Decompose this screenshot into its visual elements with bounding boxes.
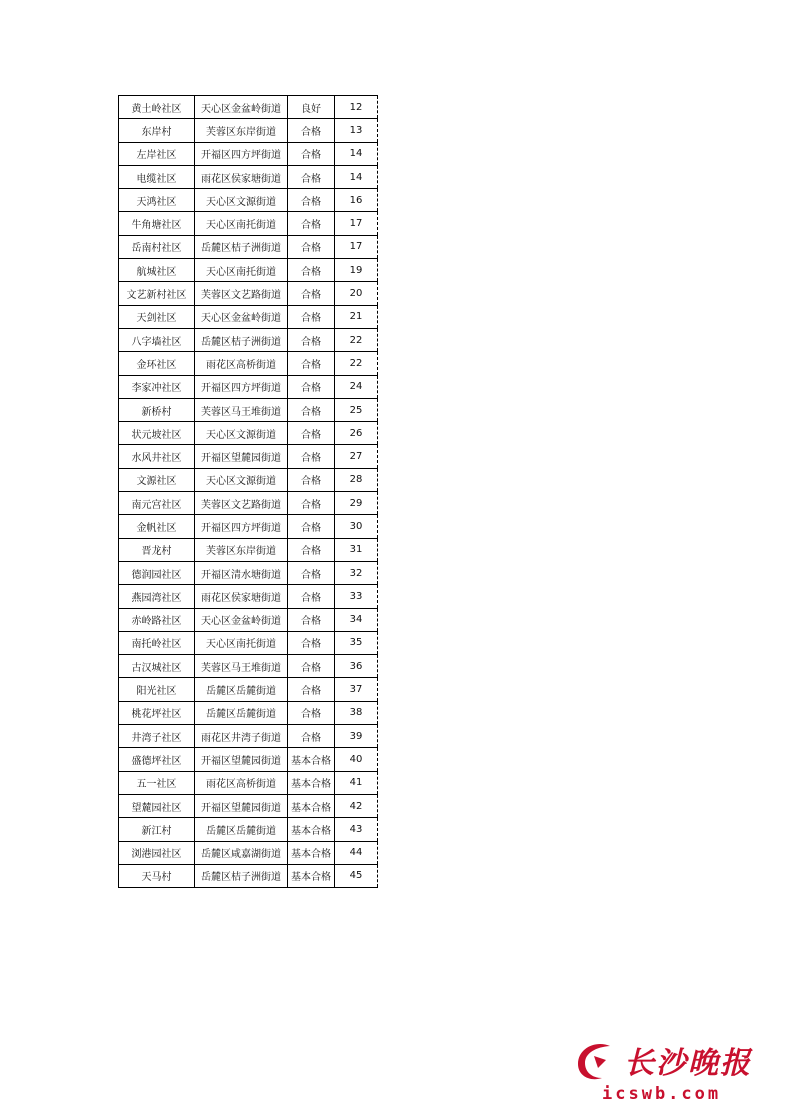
rank-cell: 20	[335, 282, 378, 305]
community-name-cell: 状元坡社区	[119, 422, 195, 445]
rank-cell: 14	[335, 165, 378, 188]
newspaper-url: icswb.com	[602, 1084, 722, 1104]
rank-cell: 19	[335, 259, 378, 282]
table-row	[119, 328, 378, 351]
table-row	[119, 352, 378, 375]
grade-cell: 合格	[288, 725, 335, 748]
district-street-cell: 雨花区高桥街道	[195, 352, 288, 375]
table-row	[119, 655, 378, 678]
community-name-cell: 浏港园社区	[119, 841, 195, 864]
grade-cell: 合格	[288, 515, 335, 538]
grade-cell: 合格	[288, 305, 335, 328]
community-name-cell: 天马村	[119, 864, 195, 887]
grade-cell: 基本合格	[288, 864, 335, 887]
rank-cell: 26	[335, 422, 378, 445]
rank-cell: 12	[335, 96, 378, 119]
table-row	[119, 189, 378, 212]
grade-cell: 合格	[288, 561, 335, 584]
table-row	[119, 96, 378, 119]
table-row	[119, 678, 378, 701]
district-street-cell: 天心区文源街道	[195, 468, 288, 491]
district-street-cell: 雨花区井湾子街道	[195, 725, 288, 748]
district-street-cell: 芙蓉区文艺路街道	[195, 282, 288, 305]
rank-cell: 17	[335, 212, 378, 235]
newspaper-title: 长沙晚报	[624, 1046, 752, 1081]
rank-cell: 31	[335, 538, 378, 561]
district-street-cell: 开福区四方坪街道	[195, 375, 288, 398]
rank-cell: 35	[335, 631, 378, 654]
grade-cell: 合格	[288, 235, 335, 258]
district-street-cell: 岳麓区桔子洲街道	[195, 235, 288, 258]
rank-cell: 27	[335, 445, 378, 468]
rank-cell: 37	[335, 678, 378, 701]
table-row	[119, 305, 378, 328]
district-street-cell: 天心区文源街道	[195, 422, 288, 445]
ranking-table-body	[119, 96, 378, 888]
grade-cell: 合格	[288, 538, 335, 561]
district-street-cell: 天心区文源街道	[195, 189, 288, 212]
table-row	[119, 468, 378, 491]
district-street-cell: 天心区南托街道	[195, 259, 288, 282]
table-row	[119, 259, 378, 282]
ranking-table	[118, 95, 378, 888]
grade-cell: 合格	[288, 189, 335, 212]
table-row	[119, 165, 378, 188]
grade-cell: 基本合格	[288, 771, 335, 794]
district-street-cell: 芙蓉区文艺路街道	[195, 492, 288, 515]
grade-cell: 合格	[288, 375, 335, 398]
table-row	[119, 794, 378, 817]
grade-cell: 合格	[288, 468, 335, 491]
table-row	[119, 398, 378, 421]
rank-cell: 17	[335, 235, 378, 258]
district-street-cell: 天心区金盆岭街道	[195, 608, 288, 631]
community-name-cell: 八字墙社区	[119, 328, 195, 351]
district-street-cell: 天心区南托街道	[195, 631, 288, 654]
rank-cell: 21	[335, 305, 378, 328]
district-street-cell: 雨花区侯家塘街道	[195, 165, 288, 188]
table-row	[119, 212, 378, 235]
rank-cell: 42	[335, 794, 378, 817]
grade-cell: 合格	[288, 212, 335, 235]
community-name-cell: 李家冲社区	[119, 375, 195, 398]
community-name-cell: 天剑社区	[119, 305, 195, 328]
table-row	[119, 119, 378, 142]
rank-cell: 41	[335, 771, 378, 794]
rank-cell: 22	[335, 328, 378, 351]
community-name-cell: 东岸村	[119, 119, 195, 142]
community-name-cell: 金帆社区	[119, 515, 195, 538]
rank-cell: 45	[335, 864, 378, 887]
district-street-cell: 开福区四方坪街道	[195, 515, 288, 538]
grade-cell: 合格	[288, 422, 335, 445]
community-name-cell: 黄土岭社区	[119, 96, 195, 119]
rank-cell: 34	[335, 608, 378, 631]
district-street-cell: 岳麓区桔子洲街道	[195, 328, 288, 351]
grade-cell: 基本合格	[288, 794, 335, 817]
table-row	[119, 608, 378, 631]
table-row	[119, 771, 378, 794]
grade-cell: 合格	[288, 352, 335, 375]
community-name-cell: 金环社区	[119, 352, 195, 375]
district-street-cell: 开福区清水塘街道	[195, 561, 288, 584]
community-name-cell: 桃花坪社区	[119, 701, 195, 724]
district-street-cell: 芙蓉区马王堆街道	[195, 398, 288, 421]
community-name-cell: 德润园社区	[119, 561, 195, 584]
community-name-cell: 赤岭路社区	[119, 608, 195, 631]
community-name-cell: 电缆社区	[119, 165, 195, 188]
community-name-cell: 牛角塘社区	[119, 212, 195, 235]
grade-cell: 基本合格	[288, 841, 335, 864]
table-row	[119, 561, 378, 584]
district-street-cell: 天心区金盆岭街道	[195, 305, 288, 328]
table-row	[119, 701, 378, 724]
community-name-cell: 古汉城社区	[119, 655, 195, 678]
rank-cell: 25	[335, 398, 378, 421]
grade-cell: 合格	[288, 701, 335, 724]
grade-cell: 基本合格	[288, 748, 335, 771]
community-name-cell: 五一社区	[119, 771, 195, 794]
table-row	[119, 235, 378, 258]
district-street-cell: 岳麓区桔子洲街道	[195, 864, 288, 887]
community-name-cell: 左岸社区	[119, 142, 195, 165]
rank-cell: 30	[335, 515, 378, 538]
district-street-cell: 芙蓉区东岸街道	[195, 119, 288, 142]
table-row	[119, 818, 378, 841]
rank-cell: 39	[335, 725, 378, 748]
community-name-cell: 新江村	[119, 818, 195, 841]
district-street-cell: 天心区金盆岭街道	[195, 96, 288, 119]
table-row	[119, 585, 378, 608]
community-name-cell: 井湾子社区	[119, 725, 195, 748]
table-row	[119, 864, 378, 887]
newspaper-emblem-icon	[572, 1038, 618, 1084]
district-street-cell: 开福区望麓园街道	[195, 748, 288, 771]
community-name-cell: 水风井社区	[119, 445, 195, 468]
grade-cell: 合格	[288, 259, 335, 282]
community-name-cell: 南托岭社区	[119, 631, 195, 654]
rank-cell: 28	[335, 468, 378, 491]
rank-cell: 14	[335, 142, 378, 165]
district-street-cell: 岳麓区咸嘉湖街道	[195, 841, 288, 864]
grade-cell: 合格	[288, 655, 335, 678]
community-name-cell: 燕园湾社区	[119, 585, 195, 608]
table-row	[119, 841, 378, 864]
table-row	[119, 748, 378, 771]
district-street-cell: 开福区望麓园街道	[195, 445, 288, 468]
newspaper-logo	[566, 1032, 780, 1106]
rank-cell: 24	[335, 375, 378, 398]
grade-cell: 合格	[288, 631, 335, 654]
rank-cell: 16	[335, 189, 378, 212]
table-row	[119, 725, 378, 748]
table-row	[119, 142, 378, 165]
rank-cell: 29	[335, 492, 378, 515]
grade-cell: 合格	[288, 328, 335, 351]
district-street-cell: 芙蓉区马王堆街道	[195, 655, 288, 678]
rank-cell: 32	[335, 561, 378, 584]
grade-cell: 合格	[288, 585, 335, 608]
district-street-cell: 雨花区侯家塘街道	[195, 585, 288, 608]
community-name-cell: 文源社区	[119, 468, 195, 491]
table-row	[119, 375, 378, 398]
district-street-cell: 岳麓区岳麓街道	[195, 678, 288, 701]
community-name-cell: 文艺新村社区	[119, 282, 195, 305]
community-name-cell: 阳光社区	[119, 678, 195, 701]
grade-cell: 合格	[288, 282, 335, 305]
grade-cell: 合格	[288, 142, 335, 165]
rank-cell: 38	[335, 701, 378, 724]
district-street-cell: 岳麓区岳麓街道	[195, 818, 288, 841]
grade-cell: 合格	[288, 608, 335, 631]
district-street-cell: 雨花区高桥街道	[195, 771, 288, 794]
rank-cell: 13	[335, 119, 378, 142]
rank-cell: 43	[335, 818, 378, 841]
table-row	[119, 282, 378, 305]
community-name-cell: 望麓园社区	[119, 794, 195, 817]
rank-cell: 40	[335, 748, 378, 771]
district-street-cell: 天心区南托街道	[195, 212, 288, 235]
community-name-cell: 天鸿社区	[119, 189, 195, 212]
table-row	[119, 422, 378, 445]
table-row	[119, 445, 378, 468]
community-name-cell: 岳南村社区	[119, 235, 195, 258]
rank-cell: 33	[335, 585, 378, 608]
community-name-cell: 航城社区	[119, 259, 195, 282]
grade-cell: 基本合格	[288, 818, 335, 841]
district-street-cell: 芙蓉区东岸街道	[195, 538, 288, 561]
grade-cell: 合格	[288, 492, 335, 515]
grade-cell: 合格	[288, 119, 335, 142]
district-street-cell: 开福区望麓园街道	[195, 794, 288, 817]
table-row	[119, 492, 378, 515]
community-name-cell: 新桥村	[119, 398, 195, 421]
table-row	[119, 515, 378, 538]
district-street-cell: 岳麓区岳麓街道	[195, 701, 288, 724]
grade-cell: 合格	[288, 398, 335, 421]
district-street-cell: 开福区四方坪街道	[195, 142, 288, 165]
grade-cell: 良好	[288, 96, 335, 119]
grade-cell: 合格	[288, 445, 335, 468]
community-name-cell: 南元宫社区	[119, 492, 195, 515]
table-row	[119, 631, 378, 654]
table-row	[119, 538, 378, 561]
grade-cell: 合格	[288, 165, 335, 188]
community-name-cell: 晋龙村	[119, 538, 195, 561]
grade-cell: 合格	[288, 678, 335, 701]
rank-cell: 44	[335, 841, 378, 864]
rank-cell: 22	[335, 352, 378, 375]
community-name-cell: 盛德坪社区	[119, 748, 195, 771]
rank-cell: 36	[335, 655, 378, 678]
